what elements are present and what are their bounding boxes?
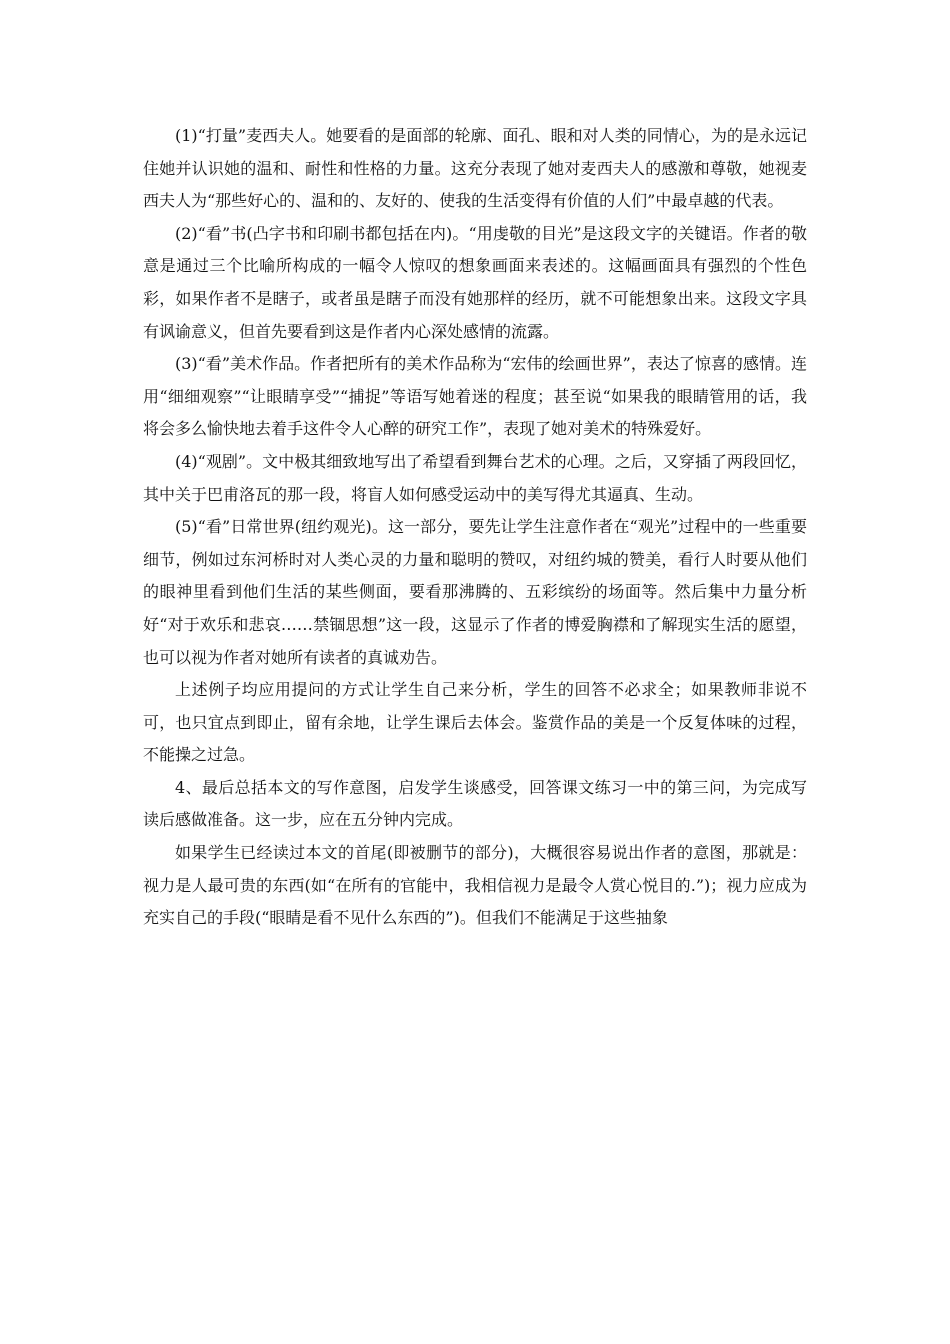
- paragraph-4: (4)“观剧”。文中极其细致地写出了希望看到舞台艺术的心理。之后，又穿插了两段回忆，其中关于巴甫洛瓦的那一段，将盲人如何感受运动中的美写得尤其逼真、生动。: [143, 451, 807, 504]
- paragraph-1: (1)“打量”麦西夫人。她要看的是面部的轮廓、面孔、眼和对人类的同情心，为的是永远记住她并认识她的温和、耐性和性格的力量。这充分表现了她对麦西夫人的感激和尊敬，她视麦西夫人为“那些好心的、温和的、友好的、使我的生活变得有价值的人们”中最卓越的代表。: [143, 126, 807, 211]
- document-body: [143, 120, 807, 935]
- paragraph-2: (2)“看”书(凸字书和印刷书都包括在内)。“用虔敬的目光”是这段文字的关键语。作者的敬意是通过三个比喻所构成的一幅令人惊叹的想象画面来表述的。这幅画面具有强烈的个性色彩，如果作者不是瞎子，或者虽是瞎子而没有她那样的经历，就不可能想象出来。这段文字具有讽谕意义，但首先要看到这是作者内心深处感情的流露。: [143, 223, 807, 341]
- paragraph-5: (5)“看”日常世界(纽约观光)。这一部分，要先让学生注意作者在“观光”过程中的一些重要细节，例如过东河桥时对人类心灵的力量和聪明的赞叹，对纽约城的赞美，看行人时要从他们的眼神里看到他们生活的某些侧面，要看那沸腾的、五彩缤纷的场面等。然后集中力量分析好“对于欢乐和悲哀……禁锢思想”这一段，这显示了作者的博爱胸襟和了解现实生活的愿望，也可以视为作者对她所有读者的真诚劝告。: [143, 517, 807, 667]
- paragraph-8: 如果学生已经读过本文的首尾(即被删节的部分)，大概很容易说出作者的意图，那就是：视力是人最可贵的东西(如“在所有的官能中，我相信视力是最令人赏心悦目的.”)；视力应成为充实自己的手段(“眼睛是看不见什么东西的”)。但我们不能满足于这些抽象: [143, 843, 807, 928]
- paragraph-7: 4、最后总括本文的写作意图，启发学生谈感受，回答课文练习一中的第三问，为完成写读后感做准备。这一步，应在五分钟内完成。: [143, 777, 807, 830]
- paragraph-3: (3)“看”美术作品。作者把所有的美术作品称为“宏伟的绘画世界”，表达了惊喜的感情。连用“细细观察”“让眼睛享受”“捕捉”等语写她着迷的程度；甚至说“如果我的眼睛管用的话，我将会多么愉快地去着手这件令人心醉的研究工作”，表现了她对美术的特殊爱好。: [143, 354, 807, 439]
- paragraph-6: 上述例子均应用提问的方式让学生自己来分析，学生的回答不必求全；如果教师非说不可，也只宜点到即止，留有余地，让学生课后去体会。鉴赏作品的美是一个反复体味的过程，不能操之过急。: [143, 680, 807, 765]
